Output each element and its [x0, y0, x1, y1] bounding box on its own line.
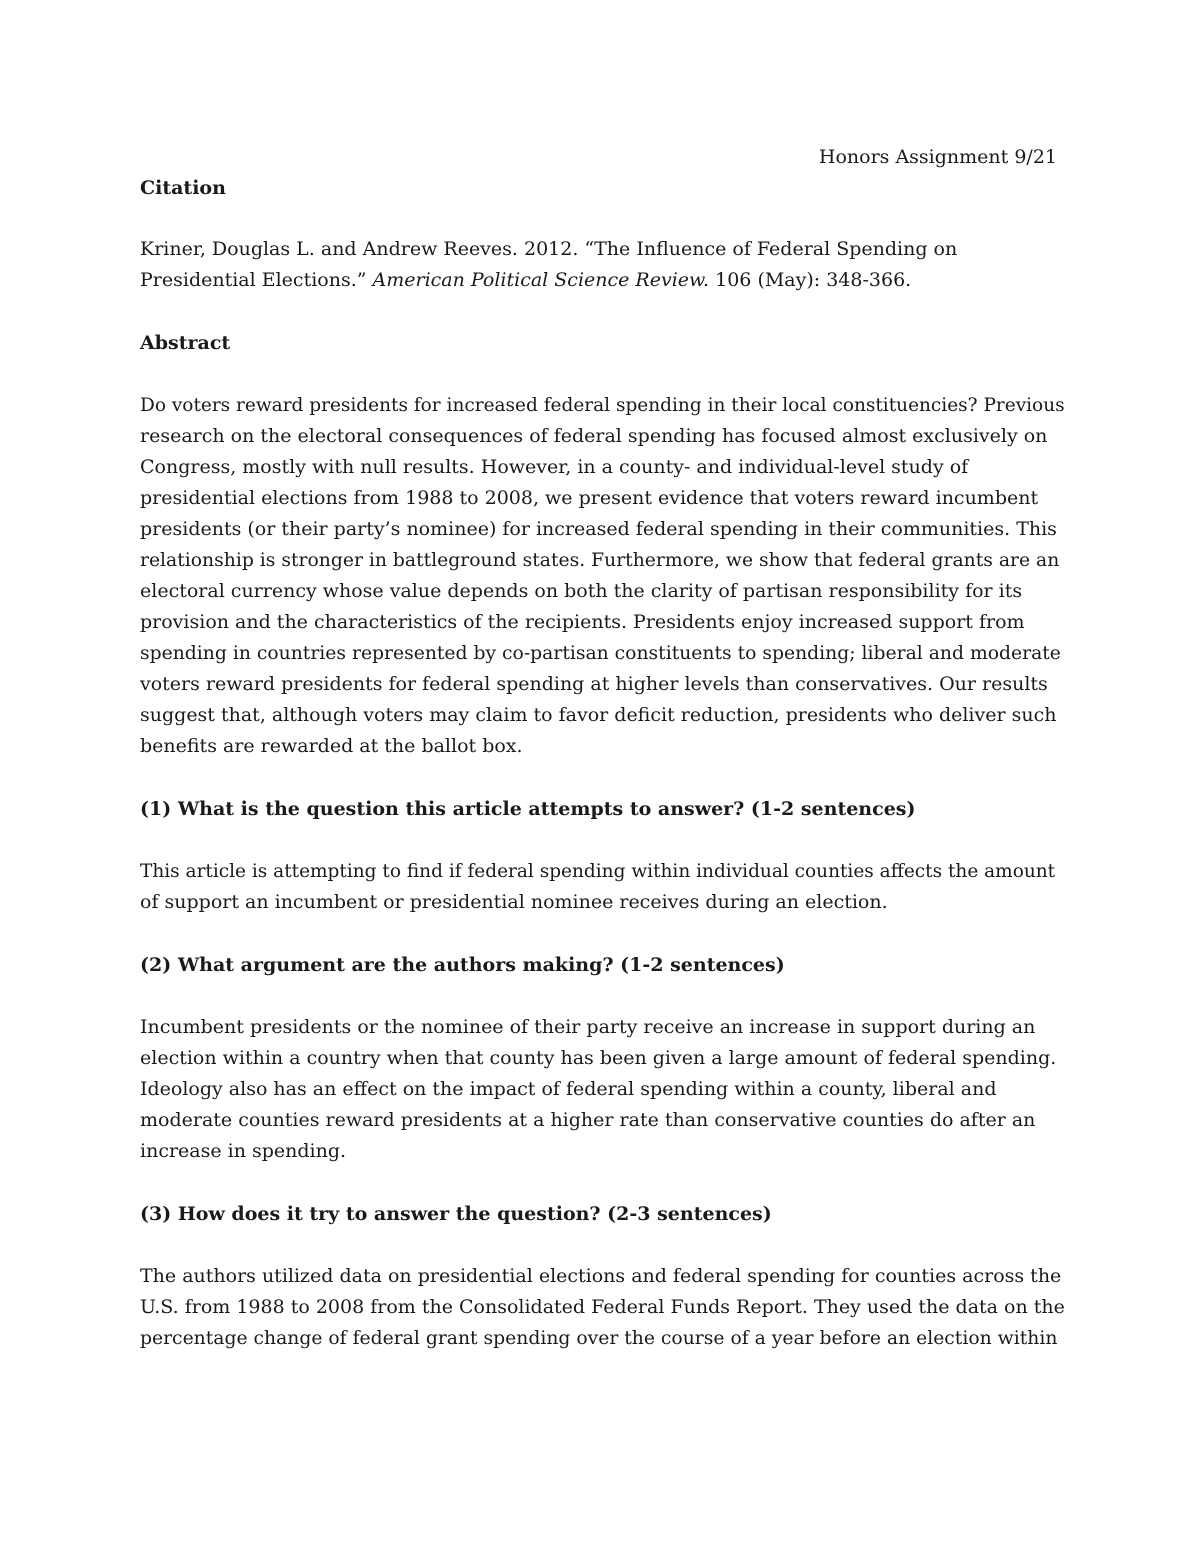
abstract-line: voters reward presidents for federal spending at higher levels than conservatives. Our results: [140, 673, 1048, 695]
citation-text: [140, 234, 1065, 296]
answer-line: Incumbent presidents or the nominee of their party receive an increase in support during an: [140, 1016, 1036, 1038]
abstract-line: relationship is stronger in battleground states. Furthermore, we show that federal grants are an: [140, 550, 1060, 571]
answer-line: U.S. from 1988 to 2008 from the Consolidated Federal Funds Report. They used the data on the: [140, 1296, 1065, 1318]
abstract-line: provision and the characteristics of the recipients. Presidents enjoy increased support from: [140, 611, 1025, 633]
answer-line: The authors utilized data on presidential elections and federal spending for counties across the: [140, 1265, 1062, 1287]
question-2-heading: (2) What argument are the authors making? (1-2 sentences): [140, 954, 785, 976]
abstract-line: electoral currency whose value depends on both the clarity of partisan responsibility for its: [140, 580, 1023, 602]
abstract-line: presidential elections from 1988 to 2008, we present evidence that voters reward incumbent: [140, 487, 1039, 509]
abstract-heading: Abstract: [140, 332, 231, 354]
abstract-line: research on the electoral consequences of federal spending has focused almost exclusively on: [140, 425, 1048, 447]
citation-line-1: Kriner, Douglas L. and Andrew Reeves. 2012. “The Influence of Federal Spending on: [140, 238, 958, 260]
answer-line: increase in spending.: [140, 1140, 347, 1162]
citation-line-2: [140, 265, 1065, 296]
question-3-heading: (3) How does it try to answer the question? (2-3 sentences): [140, 1203, 772, 1225]
question-1-answer: [140, 856, 1065, 918]
abstract-line: benefits are rewarded at the ballot box.: [140, 735, 523, 757]
document-page: [140, 0, 1065, 1553]
answer-line: Ideology also has an effect on the impact of federal spending within a county, liberal and: [140, 1078, 997, 1100]
answer-line: percentage change of federal grant spending over the course of a year before an election within: [140, 1328, 1058, 1349]
question-1-heading: (1) What is the question this article attempts to answer? (1-2 sentences): [140, 798, 916, 820]
abstract-line: suggest that, although voters may claim to favor deficit reduction, presidents who deliver such: [140, 704, 1057, 726]
journal-title: American Political Science Review.: [372, 269, 710, 291]
abstract-line: Do voters reward presidents for increased federal spending in their local constituencies? Previous: [140, 395, 1065, 416]
answer-line: This article is attempting to find if federal spending within individual counties affects the amount: [140, 861, 1056, 882]
citation-line-2-start: Presidential Elections.”: [140, 269, 373, 291]
abstract-line: presidents (or their party’s nominee) for increased federal spending in their communities. This: [140, 518, 1057, 540]
citation-line-2-end: 106 (May): 348-366.: [709, 269, 912, 291]
question-3-answer: [140, 1261, 1065, 1354]
question-2-answer: [140, 1012, 1065, 1167]
abstract-text: [140, 390, 1065, 762]
citation-heading: Citation: [140, 177, 226, 199]
assignment-header: Honors Assignment 9/21: [818, 146, 1057, 168]
answer-line: moderate counties reward presidents at a higher rate than conservative counties do after an: [140, 1109, 1036, 1131]
answer-line: election within a country when that county has been given a large amount of federal spending.: [140, 1047, 1057, 1069]
answer-line: of support an incumbent or presidential nominee receives during an election.: [140, 891, 888, 913]
abstract-line: Congress, mostly with null results. However, in a county- and individual-level study of: [140, 456, 969, 478]
abstract-line: spending in countries represented by co-partisan constituents to spending; liberal and moderate: [140, 643, 1061, 664]
